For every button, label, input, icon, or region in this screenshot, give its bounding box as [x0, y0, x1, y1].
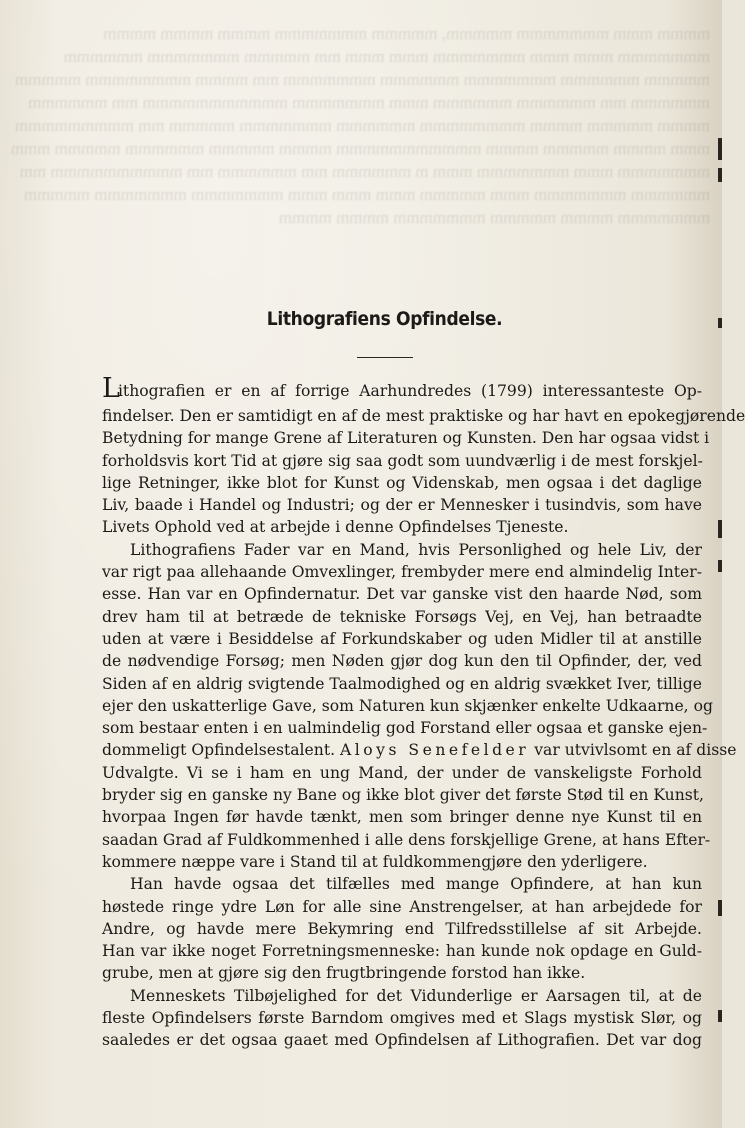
- edge-mark: [718, 138, 722, 160]
- text-line: bryder sig en ganske ny Bane og ikke blot giver det første Stød til en Kunst,: [102, 786, 704, 805]
- text-line: Menneskets Tilbøjelighed for det Vidunderlige er Aarsagen til, at de: [130, 986, 702, 1005]
- paragraph-3: [102, 873, 702, 984]
- drop-cap: L: [102, 373, 118, 404]
- text-line: forholdsvis kort Tid at gjøre sig saa godt som uundværlig i de mest forskjel-: [102, 451, 703, 470]
- title-rule: [357, 357, 413, 358]
- text-line: esse. Han var en Opfindernatur. Det var ganske vist den haarde Nød, som: [102, 585, 702, 604]
- text-line: Udvalgte. Vi se i ham en ung Mand, der under de vanskeligste Forhold: [102, 763, 702, 782]
- page-title: Lithografiens Opfindelse.: [266, 308, 503, 330]
- edge-mark: [718, 168, 722, 182]
- line-text: ithografien er en af forrige Aarhundredes (1799) interessanteste Op-: [117, 382, 702, 400]
- line-text: var utvivlsomt en af disse: [529, 741, 737, 760]
- line-text: dommeligt Opfindelsestalent.: [102, 741, 340, 760]
- edge-mark: [718, 318, 722, 328]
- text-line: ejer den uskatterlige Gave, som Naturen kun skjænker enkelte Udkaarne, og: [102, 696, 713, 715]
- text-line: Han havde ogsaa det tilfælles med mange Opfindere, at han kun: [130, 875, 702, 894]
- paragraph-4: [102, 985, 702, 1052]
- text-line: [102, 373, 702, 405]
- text-line: Betydning for mange Grene af Literaturen og Kunsten. Den har ogsaa vidst i: [102, 429, 710, 448]
- text-line: Han var ikke noget Forretningsmenneske: han kunde nok opdage en Guld-: [102, 942, 702, 961]
- body-text: [102, 373, 745, 1052]
- text-line: [102, 739, 737, 761]
- text-line: uden at være i Besiddelse af Forkundskaber og uden Midler til at anstille: [102, 629, 702, 648]
- text-line: findelser. Den er samtidigt en af de mest praktiske og har havt en epokegjørende: [102, 407, 745, 425]
- text-line: Lithografiens Fader var en Mand, hvis Personlighed og hele Liv, der: [130, 540, 702, 559]
- text-line: kommere næppe vare i Stand til at fuldkommengjøre den yderligere.: [102, 852, 648, 871]
- text-line: som bestaar enten i en ualmindelig god Forstand eller ogsaa et ganske ejen-: [102, 719, 708, 738]
- text-line: Siden af en aldrig svigtende Taalmodighed og en aldrig svækket Iver, tillige: [102, 674, 702, 693]
- text-line: saadan Grad af Fuldkommenhed i alle dens forskjellige Grene, at hans Efter-: [102, 830, 711, 849]
- text-line: Livets Ophold ved at arbejde i denne Opfindelses Tjeneste.: [102, 518, 569, 537]
- text-line: drev ham til at betræde de tekniske Forsøgs Vej, en Vej, han betraadte: [102, 607, 702, 626]
- page-edge-marks: [716, 0, 722, 1128]
- text-line: fleste Opfindelsers første Barndom omgives med et Slags mystisk Slør, og: [102, 1009, 702, 1028]
- text-line: saaledes er det ogsaa gaaet med Opfindelsen af Lithografien. Det var dog: [102, 1031, 702, 1050]
- text-line: var rigt paa allehaande Omvexlinger, frembyder mere end almindelig Inter-: [102, 563, 702, 582]
- paragraph-2: [102, 539, 737, 873]
- text-line: Andre, og havde mere Bekymring end Tilfredsstillelse af sit Arbejde.: [102, 919, 702, 938]
- paragraph-1: [102, 373, 745, 539]
- text-line: de nødvendige Forsøg; men Nøden gjør dog kun den til Opfinder, der, ved: [102, 652, 702, 671]
- edge-mark: [718, 900, 722, 916]
- edge-mark: [718, 560, 722, 572]
- edge-mark: [718, 520, 722, 538]
- edge-mark: [718, 1010, 722, 1022]
- show-through-text: mmmm mmm mmmmmmm mmmmm, mmmmm mmmmmmm mmmm mmmm mmmm mmmmmmm mmm mmm mmmmmmm mmm mmm mm mmmmm mmmmmmm mmmmmm mmmmm mmmmmm mmmmmmm mmmmmm mmmmmmm mm mmmm mmmmmmmm mmmmm mmmmmm mm mmmmmm mmmmmm mmm mmmmmmm mmmmmmmmmmm mm mmmmmm mmmm mmmmm mmmm mmmmmmmm mmmmmm mmmmmmm mmmmm mm mmmmmmmmm mmm mmmm mmmmm mmmm mmmmmmmmmmm mmmm mmmmm mmmmmm mmmmm mmm mmmmmmm mmm mmmmmmm mmm m mmmmmm mm mmmmmm mm mmmmmmmmmm mm mmmmmm mmmmmmm mmm mmmmm mmm mmm mmm mmmmmmm mmmmmmm mmmmm mmmmmmm mmmm mmmmm mmmmmmm mmmm mmmm: [10, 24, 710, 227]
- text-line: høstede ringe ydre Løn for alle sine Anstrengelser, at han arbejdede for: [102, 897, 702, 916]
- person-name: Aloys Senefelder: [340, 741, 530, 760]
- text-line: grube, men at gjøre sig den frugtbringende forstod han ikke.: [102, 964, 586, 983]
- text-line: Liv, baade i Handel og Industri; og der er Mennesker i tusindvis, som have: [102, 496, 702, 515]
- text-line: hvorpaa Ingen før havde tænkt, men som bringer denne nye Kunst til en: [102, 808, 702, 827]
- text-line: lige Retninger, ikke blot for Kunst og Videnskab, men ogsaa i det daglige: [102, 473, 702, 492]
